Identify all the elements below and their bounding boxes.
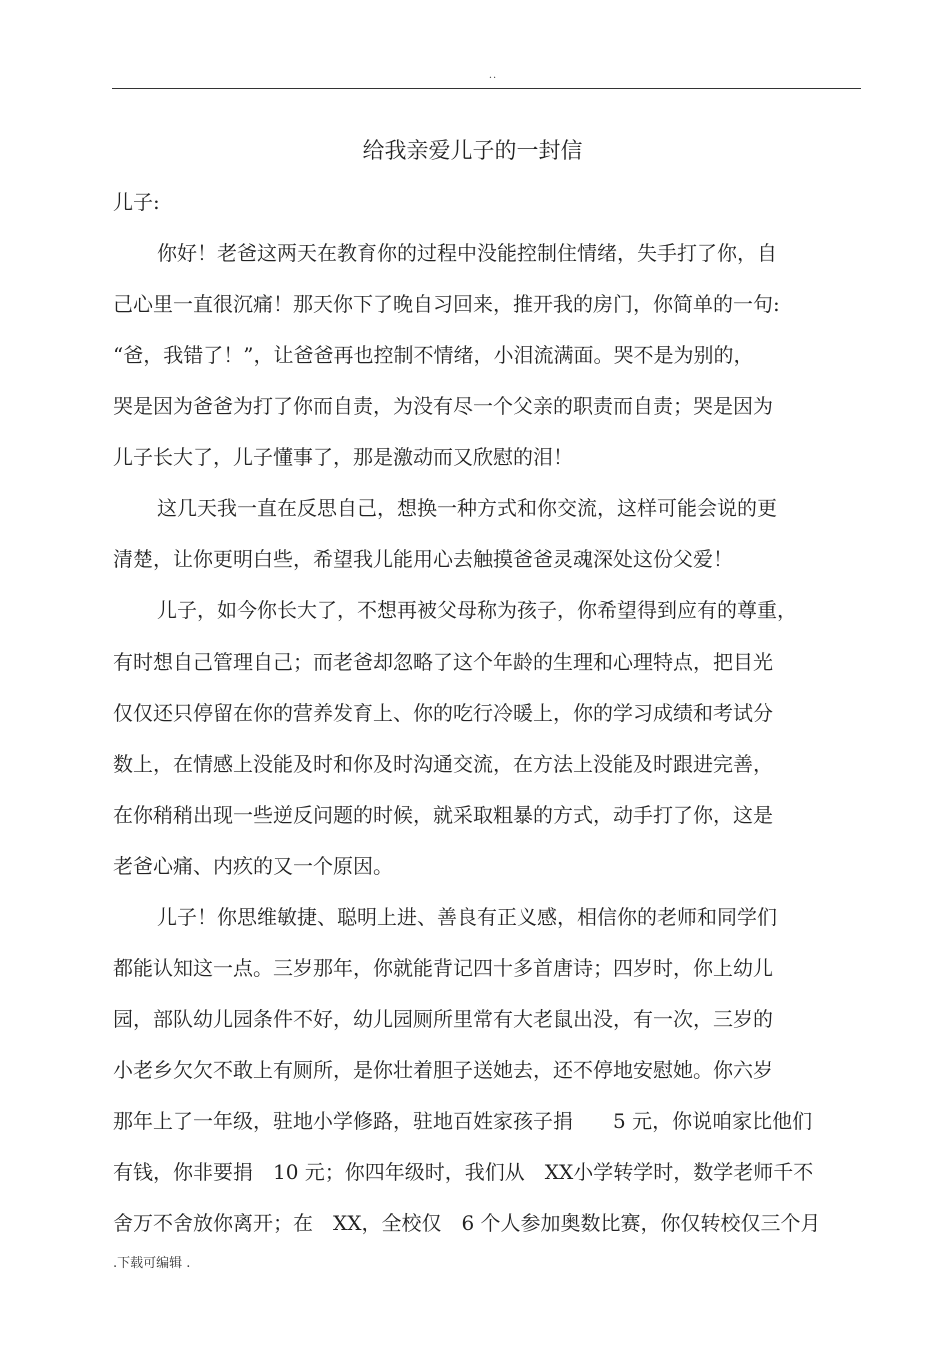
body-line: 都能认知这一点。三岁那年，你就能背记四十多首唐诗；四岁时，你上幼儿 [113,956,773,980]
salutation: 儿子: [113,190,160,214]
body-line: “爸，我错了！”，让爸爸再也控制不情绪，小泪流满面。哭不是为别的， [113,343,754,367]
body-line: 儿子！你思维敏捷、聪明上进、善良有正义感，相信你的老师和同学们 [157,905,777,929]
letter-title: 给我亲爱儿子的一封信 [362,139,583,164]
body-line: 这几天我一直在反思自己，想换一种方式和你交流，这样可能会说的更 [157,496,777,520]
body-line: 儿子长大了，儿子懂事了，那是激动而又欣慰的泪！ [113,445,573,469]
body-line: 数上，在情感上没能及时和你及时沟通交流，在方法上没能及时跟进完善， [113,752,773,776]
body-line: 舍万不舍放你离开；在 XX，全校仅 6 个人参加奥数比赛，你仅转校仅三个月 [113,1211,821,1235]
body-line: 在你稍稍出现一些逆反问题的时候，就采取粗暴的方式，动手打了你，这是 [113,803,773,827]
body-line: 你好！老爸这两天在教育你的过程中没能控制住情绪，失手打了你，自 [157,241,777,265]
footer-note: .下载可编辑 . [113,1256,191,1271]
body-line: 有时想自己管理自己；而老爸却忽略了这个年龄的生理和心理特点，把目光 [113,650,773,674]
body-line: 清楚，让你更明白些，希望我儿能用心去触摸爸爸灵魂深处这份父爱！ [113,547,733,571]
body-line: 小老乡欠欠不敢上有厕所，是你壮着胆子送她去，还不停地安慰她。你六岁 [113,1058,773,1082]
body-line: 儿子，如今你长大了，不想再被父母称为孩子，你希望得到应有的尊重， [157,598,797,622]
body-line: 那年上了一年级，驻地小学修路，驻地百姓家孩子捐 5 元，你说咱家比他们 [113,1109,813,1133]
body-line: 仅仅还只停留在你的营养发育上、你的吃行冷暖上，你的学习成绩和考试分 [113,701,773,725]
header-rule [112,88,861,89]
body-line: 老爸心痛、内疚的又一个原因。 [113,854,393,878]
header-mark: .. [488,70,498,81]
body-line: 有钱，你非要捐 10 元；你四年级时，我们从 XX小学转学时，数学老师千不 [113,1160,814,1184]
body-line: 园，部队幼儿园条件不好，幼儿园厕所里常有大老鼠出没，有一次，三岁的 [113,1007,773,1031]
body-line: 己心里一直很沉痛！那天你下了晚自习回来，推开我的房门，你简单的一句: [113,292,780,316]
body-line: 哭是因为爸爸为打了你而自责，为没有尽一个父亲的职责而自责；哭是因为 [113,394,773,418]
